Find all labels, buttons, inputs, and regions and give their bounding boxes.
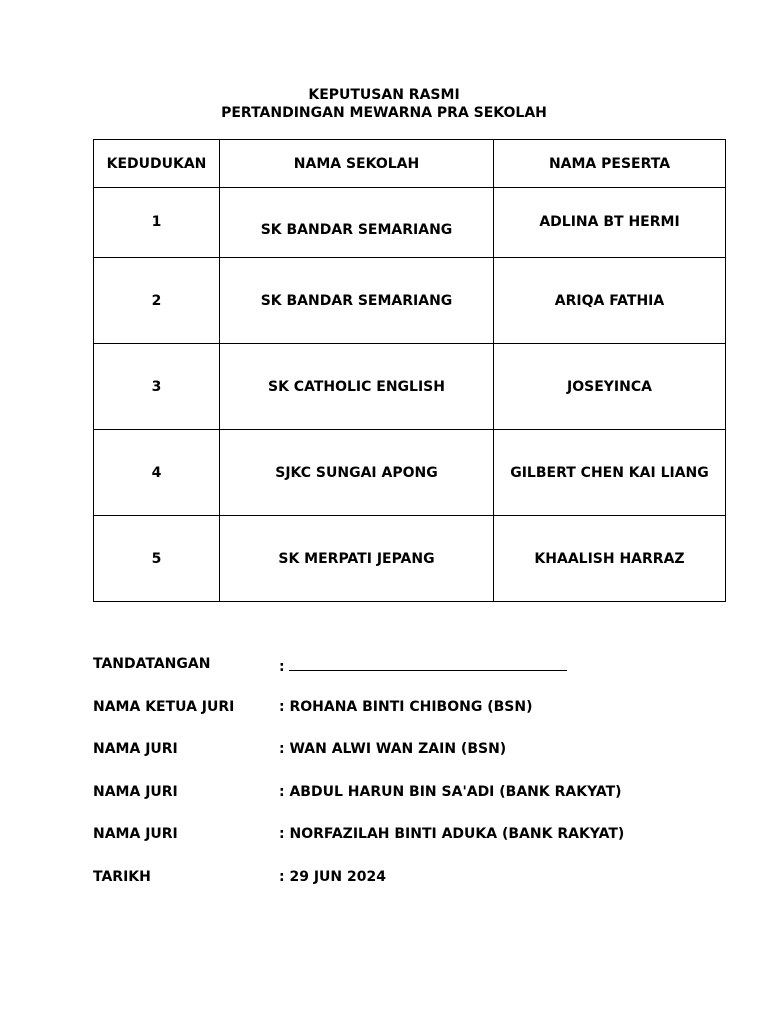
judge-label: NAMA JURI (93, 826, 178, 843)
results-table (93, 139, 726, 602)
title-line-2: PERTANDINGAN MEWARNA PRA SEKOLAH (221, 105, 547, 121)
table-row (94, 258, 726, 344)
cell-participant: GILBERT CHEN KAI LIANG (494, 430, 726, 516)
cell-position: 4 (94, 430, 220, 516)
cell-participant: ADLINA BT HERMI (494, 188, 726, 258)
cell-school: SK CATHOLIC ENGLISH (220, 344, 494, 430)
cell-school: SJKC SUNGAI APONG (220, 430, 494, 516)
judge-value: : WAN ALWI WAN ZAIN (BSN) (279, 741, 507, 758)
header-school: NAMA SEKOLAH (220, 140, 494, 188)
header-position: KEDUDUKAN (94, 140, 220, 188)
judge-row (93, 784, 693, 827)
document-title (0, 86, 768, 122)
judge-value: : NORFAZILAH BINTI ADUKA (BANK RAKYAT) (279, 826, 625, 843)
cell-position: 1 (94, 188, 220, 258)
cell-participant: KHAALISH HARRAZ (494, 516, 726, 602)
judge-label: NAMA JURI (93, 741, 178, 758)
cell-position: 2 (94, 258, 220, 344)
chief-judge-value: : ROHANA BINTI CHIBONG (BSN) (279, 698, 533, 715)
cell-school: SK MERPATI JEPANG (220, 516, 494, 602)
signature-colon: : (279, 659, 285, 675)
cell-position: 5 (94, 516, 220, 602)
chief-judge-row (93, 699, 693, 742)
date-value: : 29 JUN 2024 (279, 868, 386, 885)
header-participant: NAMA PESERTA (494, 140, 726, 188)
table-header-row (94, 140, 726, 188)
table-row (94, 430, 726, 516)
table-row (94, 188, 726, 258)
cell-participant: JOSEYINCA (494, 344, 726, 430)
cell-school: SK BANDAR SEMARIANG (220, 188, 494, 258)
table-row (94, 344, 726, 430)
title-line-1: KEPUTUSAN RASMI (308, 87, 460, 103)
cell-participant: ARIQA FATHIA (494, 258, 726, 344)
signature-label: TANDATANGAN (93, 656, 211, 672)
judge-value: : ABDUL HARUN BIN SA'ADI (BANK RAKYAT) (279, 783, 622, 800)
date-label: TARIKH (93, 868, 151, 885)
judge-row (93, 826, 693, 869)
judge-label: NAMA JURI (93, 783, 178, 800)
signature-row (93, 656, 693, 699)
table-row (94, 516, 726, 602)
cell-position: 3 (94, 344, 220, 430)
judge-row (93, 741, 693, 784)
chief-judge-label: NAMA KETUA JURI (93, 698, 235, 715)
date-row (93, 869, 693, 912)
judges-section (93, 656, 693, 912)
cell-school: SK BANDAR SEMARIANG (220, 258, 494, 344)
signature-line (289, 656, 567, 671)
